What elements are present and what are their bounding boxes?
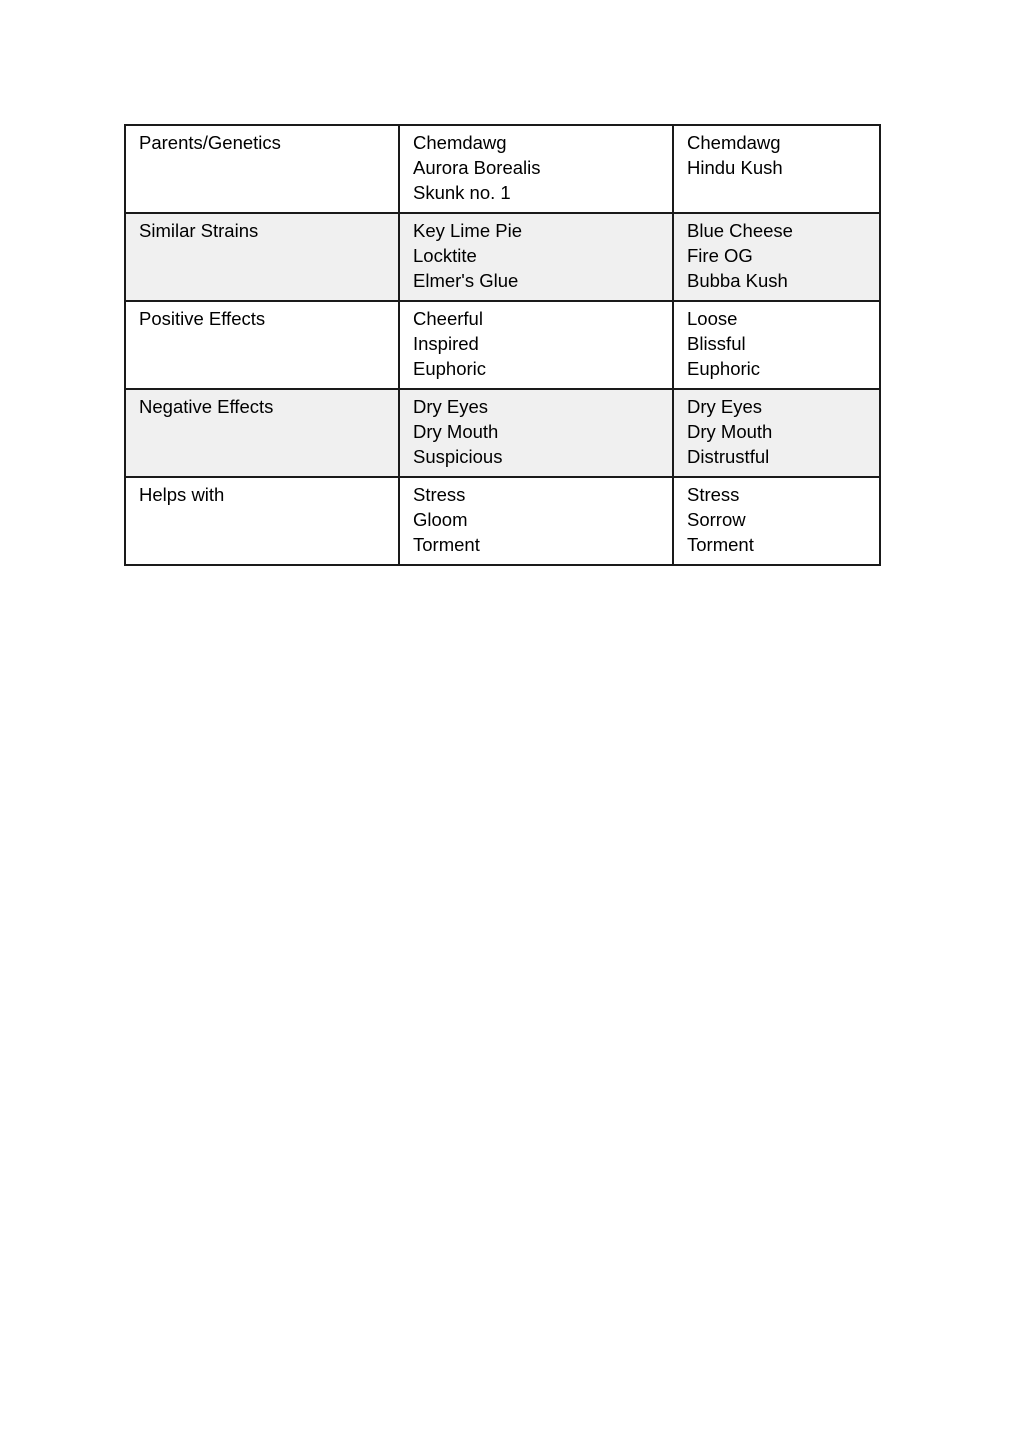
cell-line: Cheerful [413,308,483,329]
cell-line: Bubba Kush [687,270,788,291]
cell-line: Distrustful [687,446,770,467]
strain-a-cell [399,389,673,477]
cell-line: Stress [413,484,466,505]
row-label: Negative Effects [139,396,274,417]
row-label: Positive Effects [139,308,266,329]
cell-line: Sorrow [687,509,746,530]
table-row [125,301,880,389]
row-label: Similar Strains [139,220,259,241]
cell-line: Dry Mouth [413,421,499,442]
table-row [125,125,880,213]
cell-line: Chemdawg [687,132,781,153]
strain-b-cell [673,301,880,389]
cell-line: Dry Eyes [413,396,489,417]
strain-a-cell [399,213,673,301]
cell-line: Locktite [413,245,477,266]
cell-line: Dry Eyes [687,396,763,417]
cell-line: Torment [687,534,754,555]
cell-line: Elmer's Glue [413,270,519,291]
cell-line: Gloom [413,509,468,530]
cell-line: Euphoric [687,358,761,379]
row-label-cell [125,389,399,477]
cell-line: Stress [687,484,740,505]
strain-b-cell [673,213,880,301]
cell-line: Chemdawg [413,132,507,153]
row-label-cell [125,213,399,301]
strain-b-cell [673,477,880,565]
table-row [125,477,880,565]
cell-line: Euphoric [413,358,487,379]
cell-line: Aurora Borealis [413,157,541,178]
row-label: Helps with [139,484,225,505]
row-label: Parents/Genetics [139,132,281,153]
table-row [125,213,880,301]
cell-line: Blue Cheese [687,220,793,241]
table-row [125,389,880,477]
strain-a-cell [399,125,673,213]
cell-line: Torment [413,534,480,555]
row-label-cell [125,477,399,565]
strain-a-cell [399,477,673,565]
row-label-cell [125,125,399,213]
cell-line: Key Lime Pie [413,220,522,241]
cell-line: Suspicious [413,446,503,467]
cell-line: Fire OG [687,245,753,266]
row-label-cell [125,301,399,389]
cell-line: Dry Mouth [687,421,773,442]
cell-line: Hindu Kush [687,157,783,178]
cell-line: Inspired [413,333,479,354]
strain-b-cell [673,125,880,213]
strain-a-cell [399,301,673,389]
strain-b-cell [673,389,880,477]
cell-line: Loose [687,308,738,329]
cell-line: Blissful [687,333,746,354]
strain-comparison-table [124,124,881,566]
cell-line: Skunk no. 1 [413,182,511,203]
